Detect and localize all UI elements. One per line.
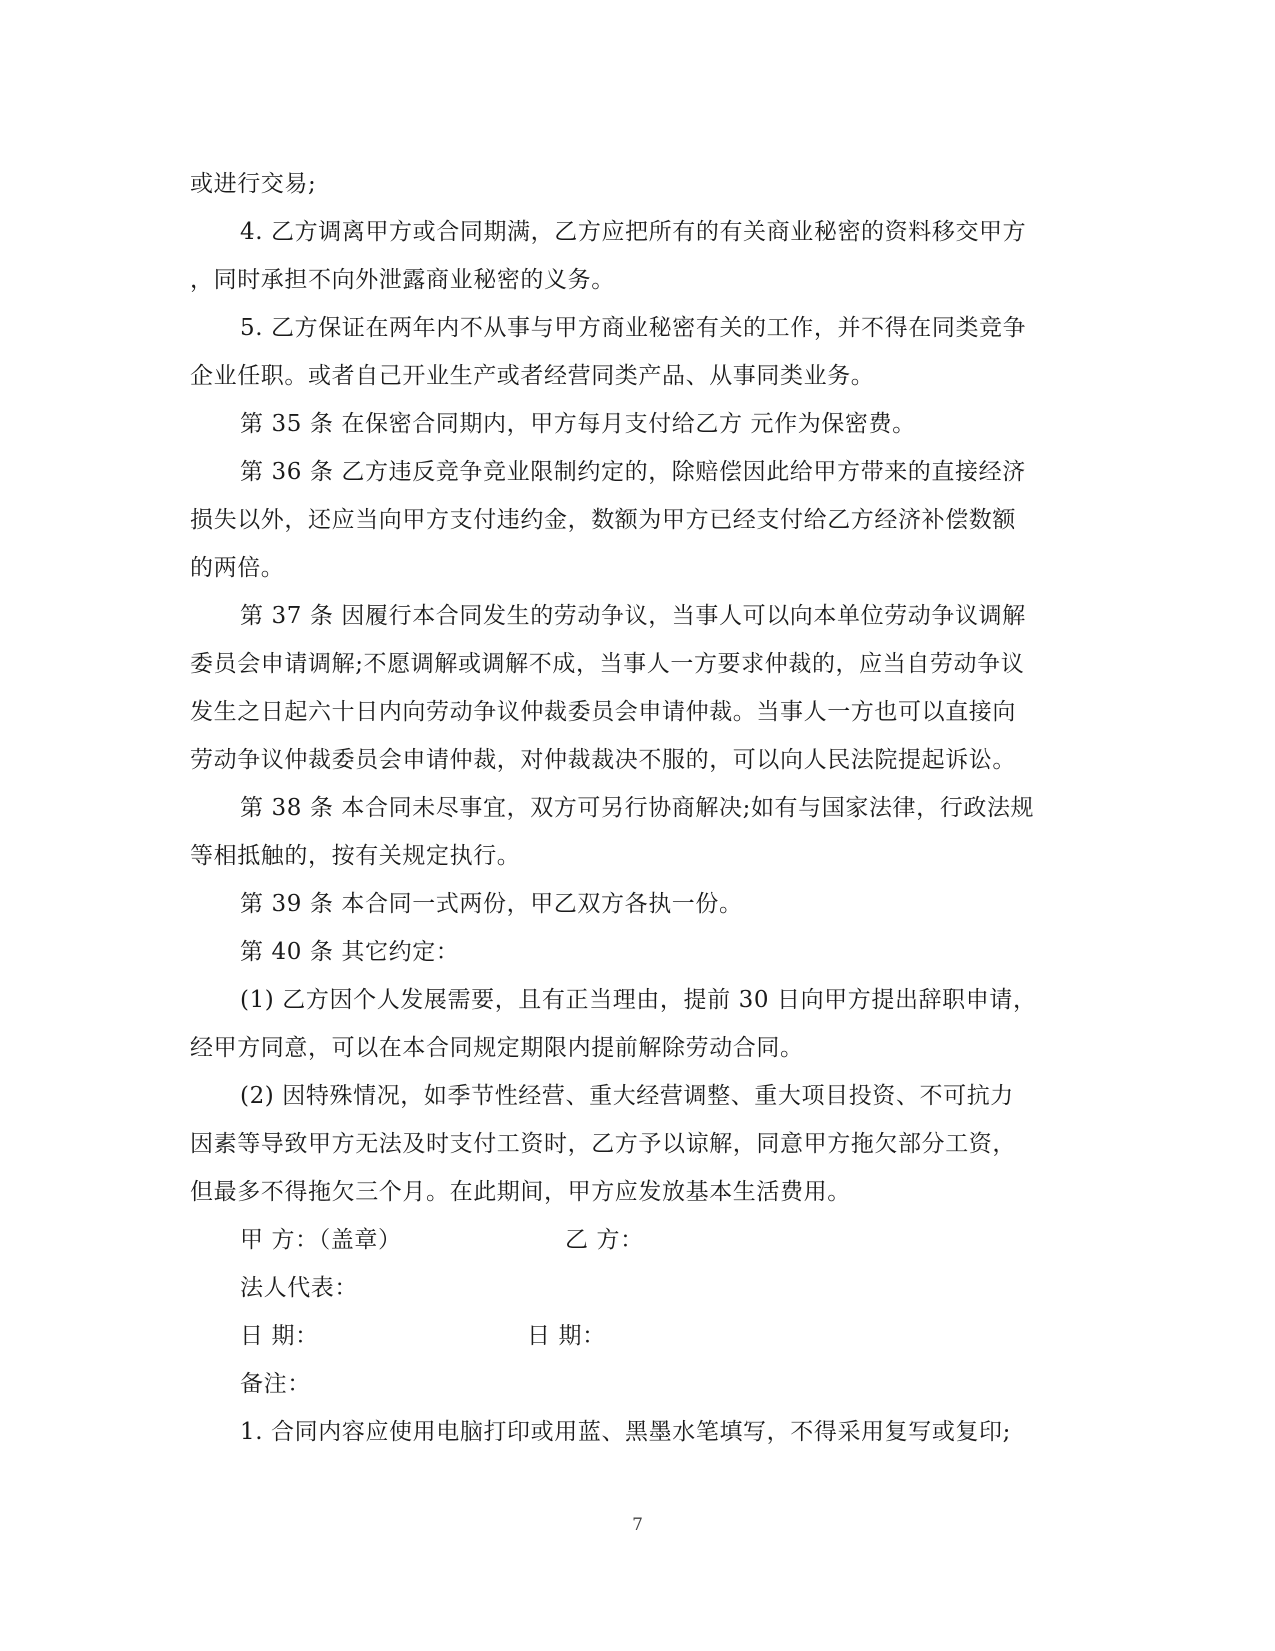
- paragraph-line: 因素等导致甲方无法及时支付工资时，乙方予以谅解，同意甲方拖欠部分工资，: [190, 1131, 1016, 1157]
- paragraph-line: 的两倍。: [190, 555, 285, 581]
- paragraph-line: ，同时承担不向外泄露商业秘密的义务。: [190, 267, 615, 293]
- article-39: 第 39 条 本合同一式两份，甲乙双方各执一份。: [240, 891, 743, 917]
- article-38: 第 38 条 本合同未尽事宜，双方可另行协商解决;如有与国家法律，行政法规: [240, 795, 1035, 821]
- paragraph-line: 或进行交易;: [190, 171, 317, 197]
- article-40: 第 40 条 其它约定：: [240, 939, 460, 965]
- paragraph-line: 但最多不得拖欠三个月。在此期间，甲方应发放基本生活费用。: [190, 1179, 851, 1205]
- signature-row-dates: [190, 1312, 1080, 1360]
- paragraph-line: 损失以外，还应当向甲方支付违约金，数额为甲方已经支付给乙方经济补偿数额: [190, 507, 1016, 533]
- signature-row-parties: [190, 1216, 1080, 1264]
- paragraph-line: 委员会申请调解;不愿调解或调解不成，当事人一方要求仲裁的，应当自劳动争议: [190, 651, 1025, 677]
- clause-2: (2) 因特殊情况，如季节性经营、重大经营调整、重大项目投资、不可抗力: [240, 1083, 1014, 1109]
- party-a-label: 甲 方：（盖章）: [240, 1227, 402, 1253]
- article-36: 第 36 条 乙方违反竞争竞业限制约定的，除赔偿因此给甲方带来的直接经济: [240, 459, 1026, 485]
- legal-representative-label: 法人代表：: [240, 1275, 358, 1301]
- clause-1: (1) 乙方因个人发展需要，且有正当理由，提前 30 日向甲方提出辞职申请，: [240, 987, 1037, 1013]
- page-number: 7: [632, 1515, 643, 1535]
- date-a-label: 日 期：: [240, 1323, 319, 1349]
- paragraph-line: 发生之日起六十日内向劳动争议仲裁委员会申请仲裁。当事人一方也可以直接向: [190, 699, 1016, 725]
- paragraph-line: 劳动争议仲裁委员会申请仲裁，对仲裁裁决不服的，可以向人民法院提起诉讼。: [190, 747, 1016, 773]
- document-body: [190, 160, 1080, 1456]
- party-b-label: 乙 方：: [565, 1227, 644, 1253]
- notes-item-1: 1. 合同内容应使用电脑打印或用蓝、黑墨水笔填写，不得采用复写或复印;: [240, 1419, 1012, 1445]
- paragraph-line: 4. 乙方调离甲方或合同期满，乙方应把所有的有关商业秘密的资料移交甲方: [240, 219, 1027, 245]
- paragraph-line: 5. 乙方保证在两年内不从事与甲方商业秘密有关的工作，并不得在同类竞争: [240, 315, 1027, 341]
- paragraph-line: 企业任职。或者自己开业生产或者经营同类产品、从事同类业务。: [190, 363, 875, 389]
- notes-heading: 备注：: [240, 1371, 311, 1397]
- article-37: 第 37 条 因履行本合同发生的劳动争议，当事人可以向本单位劳动争议调解: [240, 603, 1026, 629]
- article-35: 第 35 条 在保密合同期内，甲方每月支付给乙方 元作为保密费。: [240, 411, 916, 437]
- paragraph-line: 经甲方同意，可以在本合同规定期限内提前解除劳动合同。: [190, 1035, 804, 1061]
- paragraph-line: 等相抵触的，按有关规定执行。: [190, 843, 521, 869]
- date-b-label: 日 期：: [527, 1323, 606, 1349]
